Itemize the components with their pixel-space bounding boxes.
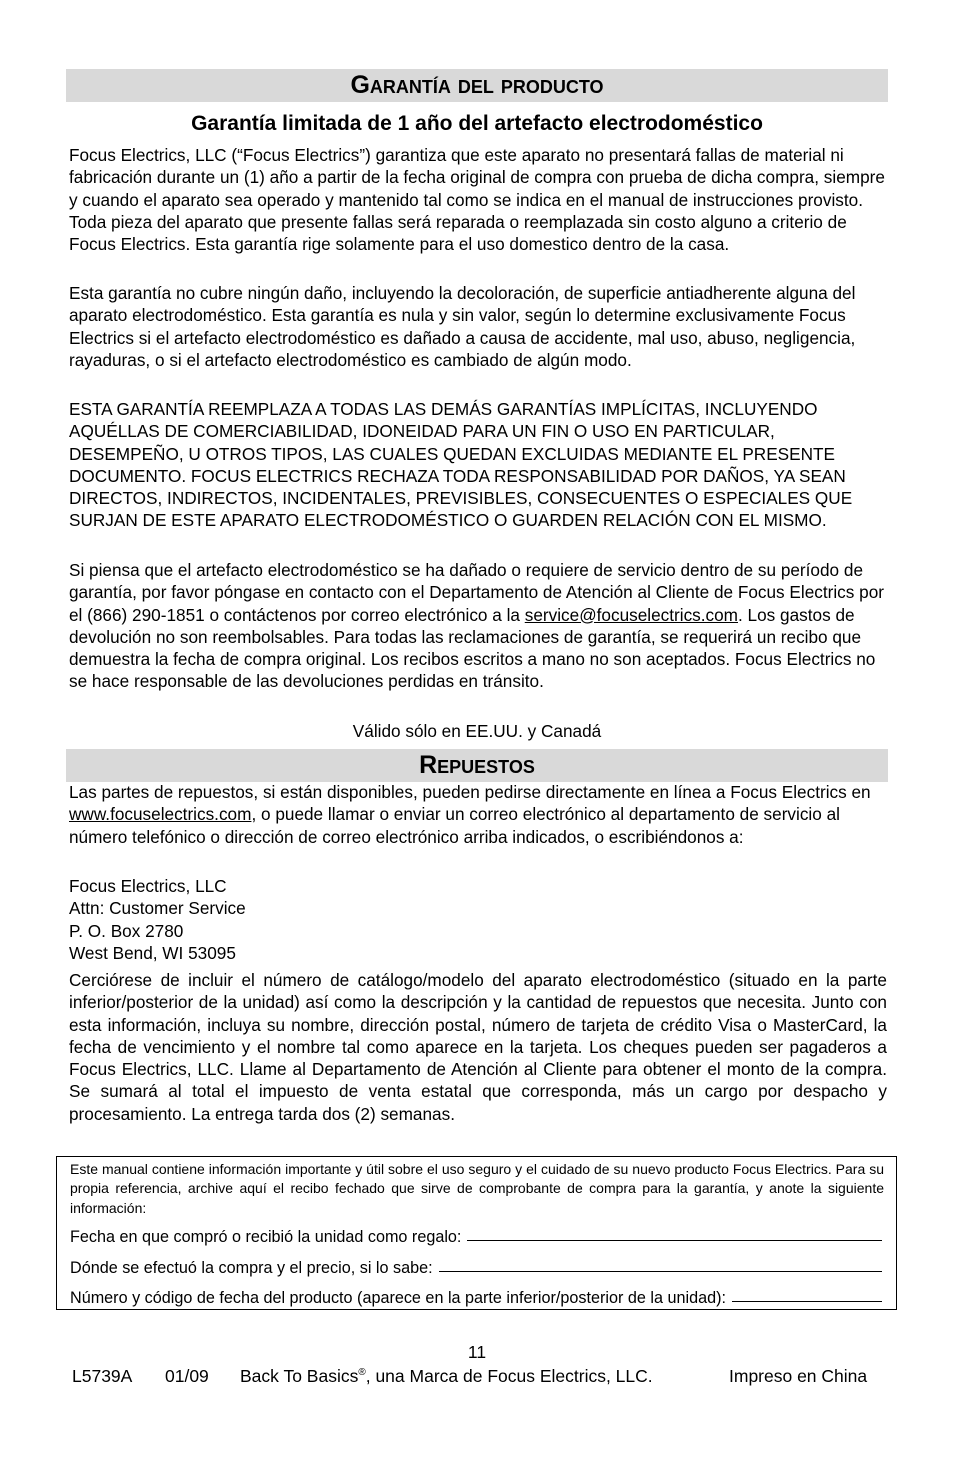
purchase-record-box [56, 1156, 897, 1310]
registered-mark: ® [358, 1367, 366, 1379]
address-line: Attn: Customer Service [69, 898, 246, 919]
warranty-paragraph-4-text: Si piensa que el artefacto electrodoméstico se ha dañado o requiere de servicio dentro de su período de garantía, por favor póngase en contacto con el Departamento de Atención al Cliente de Focus Electrics por el (866) 290-1851 o contáctenos por correo electrónico a la [69, 560, 884, 625]
purchase-date-blank[interactable] [467, 1227, 882, 1241]
warranty-paragraph-2: Esta garantía no cubre ningún daño, incluyendo la decoloración, de superficie antiadherente alguna del aparato electrodoméstico. Esta garantía es nula y sin valor, según lo determine exclusivamente Focus Electrics si el artefacto electrodoméstico es dañado a causa de accidente, mal uso, abuso, negligencia, rayaduras, o si el artefacto electrodoméstico es cambiado de algún modo. [69, 283, 856, 370]
service-email-link[interactable]: service@focuselectrics.com [524, 604, 738, 625]
brand-name: Back To Basics [240, 1366, 359, 1386]
record-box-intro: Este manual contiene información importante y útil sobre el uso seguro y el cuidado de su nuevo producto Focus Electrics. Para su propia referencia, archive aquí el recibo fechado que sirve de comprobante de compra para la garantía, y anote la siguiente información: [70, 1161, 884, 1216]
mailing-address [69, 875, 887, 964]
page-number: 11 [467, 1342, 487, 1362]
address-line: West Bend, WI 53095 [69, 942, 236, 963]
address-line: Focus Electrics, LLC [69, 876, 227, 896]
product-code-field[interactable] [70, 1288, 884, 1308]
parts-paragraph-2: Cerciórese de incluir el número de catálogo/modelo del aparato electrodoméstico (situado en la parte inferior/posterior de la unidad) así como la descripción y la cantidad de repuestos que necesita. Junto con esta información, incluya su nombre, dirección postal, número de tarjeta de crédito Visa o MasterCard, la fecha de vencimiento y el nombre tal como aparece en la tarjeta. Los cheques pueden ser pagaderos a Focus Electrics, LLC. Llame al Departamento de Atención al Cliente para obtener el monto de la compra. Se sumará al total el impuesto de venta estatal que corresponda, más un cargo por despacho y procesamiento. La entrega tarda dos (2) semanas. [69, 970, 887, 1124]
parts-paragraph-1-text: Las partes de repuestos, si están disponibles, pueden pedirse directamente en línea a Focus Electrics en [69, 782, 871, 802]
parts-heading: Repuestos [66, 749, 888, 782]
warranty-paragraph-3: ESTA GARANTÍA REEMPLAZA A TODAS LAS DEMÁS GARANTÍAS IMPLÍCITAS, INCLUYENDO AQUÉLLAS DE COMERCIABILIDAD, IDONEIDAD PARA UN FIN O USO EN PARTICULAR, DESEMPEÑO, U OTROS TIPOS, LAS CUALES QUEDAN EXCLUIDAS MEDIANTE EL PRESENTE DOCUMENTO. FOCUS ELECTRICS RECHAZA TODA RESPONSABILIDAD POR DAÑOS, YA SEAN DIRECTOS, INDIRECTOS, INCIDENTALES, PREVISIBLES, CONSECUENTES O ESPECIALES QUE SURJAN DE ESTE APARATO ELECTRODOMÉSTICO O GUARDEN RELACIÓN CON EL MISMO. [69, 399, 853, 531]
parts-paragraph-1-text-end: , o puede llamar o enviar un correo electrónico al departamento de servicio al número telefónico o dirección de correo electrónico arriba indicados, o escribiéndonos a: [69, 804, 840, 847]
product-code-blank[interactable] [732, 1288, 882, 1302]
website-link[interactable]: www.focuselectrics.com [69, 804, 252, 825]
warranty-subtitle: Garantía limitada de 1 año del artefacto electrodoméstico [191, 112, 763, 135]
purchase-place-field[interactable] [70, 1258, 884, 1278]
brand-suffix: , una Marca de Focus Electrics, LLC. [365, 1366, 653, 1386]
purchase-place-label: Dónde se efectuó la compra y el precio, si lo sabe: [70, 1259, 433, 1277]
purchase-date-label: Fecha en que compró o recibió la unidad como regalo: [70, 1228, 462, 1246]
footer-printed: Impreso en China [729, 1366, 868, 1386]
parts-paragraph-1 [69, 781, 887, 848]
footer-date: 01/09 [165, 1366, 209, 1386]
warranty-paragraph-1: Focus Electrics, LLC (“Focus Electrics”) garantiza que este aparato no presentará fallas de material ni fabricación durante un (1) año a partir de la fecha original de compra con prueba de dicha compra, siempre y cuando el aparato sea operado y mantenido tal como se indica en el manual de instrucciones provisto. Toda pieza del aparato que presente fallas será reparada o reemplazada sin costo alguno a criterio de Focus Electrics. Esta garantía rige solamente para el uso domestico dentro de la casa. [69, 145, 885, 255]
footer-brand [240, 1365, 653, 1387]
footer-code: L5739A [72, 1366, 133, 1386]
purchase-date-field[interactable] [70, 1227, 884, 1247]
purchase-place-blank[interactable] [439, 1258, 882, 1272]
warranty-heading: Garantía del producto [66, 69, 888, 102]
warranty-paragraph-4 [69, 559, 887, 693]
address-line: P. O. Box 2780 [69, 920, 184, 941]
valid-region-note: Válido sólo en EE.UU. y Canadá [352, 721, 602, 741]
warranty-paragraph-4-text-end: . Los gastos de devolución no son reembolsables. Para todas las reclamaciones de garantía, se requerirá un recibo que demuestra la fecha de compra original. Los recibos escritos a mano no son aceptados. Focus Electrics no se hace responsable de las devoluciones perdidas en tránsito. [69, 604, 876, 692]
product-code-label: Número y código de fecha del producto (aparece en la parte inferior/posterior de la unidad): [70, 1289, 726, 1307]
